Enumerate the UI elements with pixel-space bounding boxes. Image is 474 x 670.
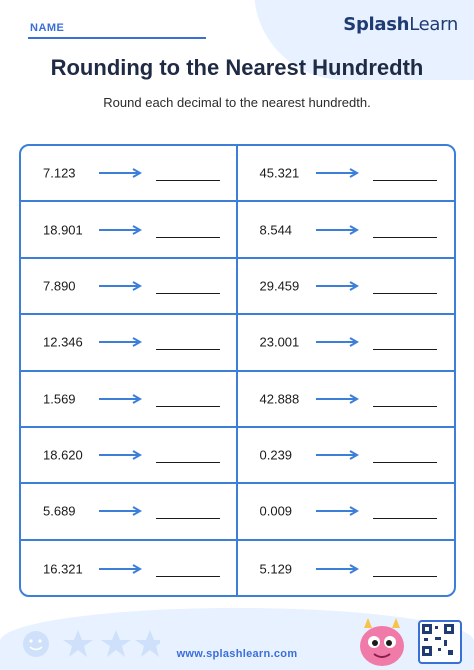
right-arrow-icon bbox=[316, 564, 360, 574]
right-arrow-icon bbox=[99, 337, 143, 347]
problem-decimal: 5.129 bbox=[259, 561, 293, 577]
answer-blank[interactable] bbox=[156, 518, 220, 519]
answer-blank[interactable] bbox=[156, 180, 220, 181]
problem-row bbox=[21, 484, 238, 540]
answer-blank[interactable] bbox=[156, 349, 220, 350]
problem-row bbox=[238, 146, 455, 202]
worksheet-title: Rounding to the Nearest Hundredth bbox=[50, 55, 424, 80]
problem-decimal: 5.689 bbox=[43, 503, 76, 519]
footer-url[interactable]: www.splashlearn.com bbox=[176, 648, 298, 660]
problem-column-left bbox=[21, 146, 238, 595]
problem-decimal: 18.901 bbox=[43, 222, 83, 238]
problem-row bbox=[21, 372, 238, 428]
right-arrow-icon bbox=[316, 168, 360, 178]
name-field-line[interactable] bbox=[28, 37, 206, 39]
problem-row bbox=[238, 484, 455, 540]
problem-decimal: 23.001 bbox=[259, 334, 300, 350]
problem-row bbox=[21, 428, 238, 484]
right-arrow-icon bbox=[316, 281, 360, 291]
right-arrow-icon bbox=[316, 394, 360, 404]
right-arrow-icon bbox=[316, 337, 360, 347]
problem-column-right bbox=[236, 146, 455, 595]
answer-blank[interactable] bbox=[373, 462, 437, 463]
problem-row bbox=[238, 541, 455, 597]
answer-blank[interactable] bbox=[156, 462, 220, 463]
answer-blank[interactable] bbox=[156, 237, 220, 238]
answer-blank[interactable] bbox=[373, 406, 437, 407]
logo-regular-text: Learn bbox=[409, 14, 458, 35]
problem-decimal: 18.620 bbox=[43, 447, 83, 463]
problem-row bbox=[238, 259, 455, 315]
problem-decimal: 7.123 bbox=[43, 165, 76, 181]
name-label: NAME bbox=[30, 22, 65, 34]
problem-row bbox=[238, 372, 455, 428]
right-arrow-icon bbox=[316, 506, 360, 516]
problem-decimal: 29.459 bbox=[259, 278, 300, 294]
qr-code-icon bbox=[418, 620, 462, 664]
right-arrow-icon bbox=[99, 168, 143, 178]
problem-decimal: 12.346 bbox=[43, 334, 83, 350]
problem-row bbox=[21, 146, 238, 202]
answer-blank[interactable] bbox=[156, 406, 220, 407]
problem-row bbox=[21, 541, 238, 597]
logo-bold-text: Splash bbox=[343, 14, 410, 35]
problem-decimal: 1.569 bbox=[43, 391, 76, 407]
right-arrow-icon bbox=[99, 225, 143, 235]
right-arrow-icon bbox=[99, 281, 143, 291]
right-arrow-icon bbox=[99, 506, 143, 516]
mascot-icon bbox=[352, 614, 412, 666]
problem-row bbox=[21, 259, 238, 315]
answer-blank[interactable] bbox=[373, 349, 437, 350]
right-arrow-icon bbox=[316, 225, 360, 235]
problem-row bbox=[238, 428, 455, 484]
answer-blank[interactable] bbox=[373, 237, 437, 238]
problem-decimal: 0.239 bbox=[259, 447, 293, 463]
problem-decimal: 8.544 bbox=[259, 222, 293, 238]
answer-blank[interactable] bbox=[156, 293, 220, 294]
problem-row bbox=[21, 202, 238, 258]
problem-row bbox=[238, 202, 455, 258]
problem-decimal: 0.009 bbox=[259, 503, 293, 519]
problem-decimal: 45.321 bbox=[259, 165, 300, 181]
right-arrow-icon bbox=[99, 564, 143, 574]
problem-decimal: 16.321 bbox=[43, 561, 83, 577]
answer-blank[interactable] bbox=[373, 576, 437, 577]
answer-blank[interactable] bbox=[373, 293, 437, 294]
problem-grid bbox=[19, 144, 456, 597]
right-arrow-icon bbox=[99, 450, 143, 460]
worksheet-instruction: Round each decimal to the nearest hundredth. bbox=[103, 95, 371, 110]
splashlearn-logo bbox=[343, 14, 458, 35]
right-arrow-icon bbox=[316, 450, 360, 460]
problem-decimal: 42.888 bbox=[259, 391, 300, 407]
problem-row bbox=[21, 315, 238, 371]
problem-decimal: 7.890 bbox=[43, 278, 76, 294]
answer-blank[interactable] bbox=[373, 518, 437, 519]
right-arrow-icon bbox=[99, 394, 143, 404]
answer-blank[interactable] bbox=[156, 576, 220, 577]
problem-row bbox=[238, 315, 455, 371]
answer-blank[interactable] bbox=[373, 180, 437, 181]
